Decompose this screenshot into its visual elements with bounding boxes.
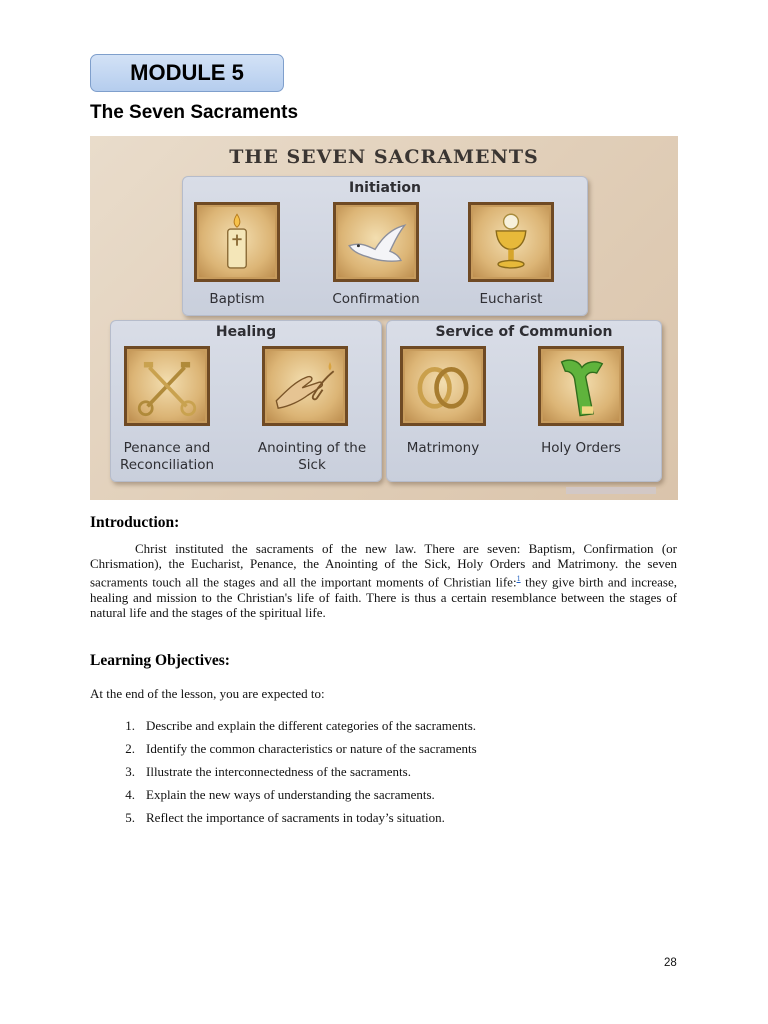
objectives-list: [90, 718, 477, 833]
list-item: [90, 810, 477, 833]
module-badge: [90, 54, 284, 92]
dove-icon: [336, 205, 416, 279]
page-number: 28: [664, 957, 677, 969]
panel-heading-service: Service of Communion: [435, 324, 613, 340]
figure-title: THE SEVEN SACRAMENTS: [229, 146, 539, 168]
label-penance: Penance and Reconciliation: [119, 440, 215, 473]
label-holy-orders: Holy Orders: [541, 440, 621, 456]
label-matrimony: Matrimony: [406, 440, 480, 456]
page-title: The Seven Sacraments: [90, 102, 299, 123]
list-item-number: 5.: [125, 810, 135, 825]
chalice-icon: [471, 205, 551, 279]
rings-icon: [403, 349, 483, 423]
watermark-strip: [566, 487, 656, 494]
introduction-text-part-1: Christ instituted the sacraments of the new law. There are seven: Baptism, Confirmation (or Chrismation), the Eucharist, Penance, the Anointing of the Sick, Holy Orders and Matrimony. the seven sacraments touch all the stages and all the important moments of Christian life:: [90, 541, 677, 590]
label-eucharist: Eucharist: [479, 291, 543, 307]
candle-icon: [197, 205, 277, 279]
list-item-text: Reflect the importance of sacraments in today’s situation.: [146, 810, 445, 825]
tile-matrimony: [400, 346, 486, 426]
keys-icon: [127, 349, 207, 423]
panel-heading-healing: Healing: [215, 324, 277, 340]
footnote-link[interactable]: 1: [516, 574, 521, 584]
tile-baptism: [194, 202, 280, 282]
objectives-lead: At the end of the lesson, you are expected to:: [90, 686, 325, 701]
sacraments-figure: [90, 136, 678, 500]
module-label: MODULE 5: [130, 60, 244, 85]
introduction-heading: Introduction:: [90, 514, 180, 531]
tile-penance: [124, 346, 210, 426]
tile-eucharist: [468, 202, 554, 282]
introduction-paragraph: [90, 541, 677, 620]
list-item: [90, 741, 477, 764]
introduction-text-part-2: they give birth and increase, healing and mission to the Christian's life of faith. There is thus a certain resemblance between the stages of natural life and the stages of the spiritual life.: [90, 574, 677, 621]
list-item-text: Describe and explain the different categories of the sacraments.: [146, 718, 477, 733]
stole-icon: [541, 349, 621, 423]
tile-anointing: [262, 346, 348, 426]
list-item-number: 3.: [125, 764, 135, 779]
list-item-text: Identify the common characteristics or nature of the sacraments: [146, 741, 477, 756]
list-item-number: 1.: [125, 718, 135, 733]
list-item: [90, 718, 477, 741]
list-item-text: Explain the new ways of understanding the sacraments.: [146, 787, 435, 802]
anointing-hands-icon: [265, 349, 345, 423]
panel-heading-initiation: Initiation: [349, 180, 421, 196]
label-confirmation: Confirmation: [332, 291, 420, 307]
label-anointing: Anointing of the Sick: [257, 440, 367, 473]
list-item-number: 4.: [125, 787, 135, 802]
label-baptism: Baptism: [209, 291, 265, 307]
list-item-text: Illustrate the interconnectedness of the sacraments.: [146, 764, 411, 779]
list-item-number: 2.: [125, 741, 135, 756]
tile-holy-orders: [538, 346, 624, 426]
list-item: [90, 764, 477, 787]
tile-confirmation: [333, 202, 419, 282]
learning-objectives-heading: Learning Objectives:: [90, 652, 230, 669]
list-item: [90, 787, 477, 810]
